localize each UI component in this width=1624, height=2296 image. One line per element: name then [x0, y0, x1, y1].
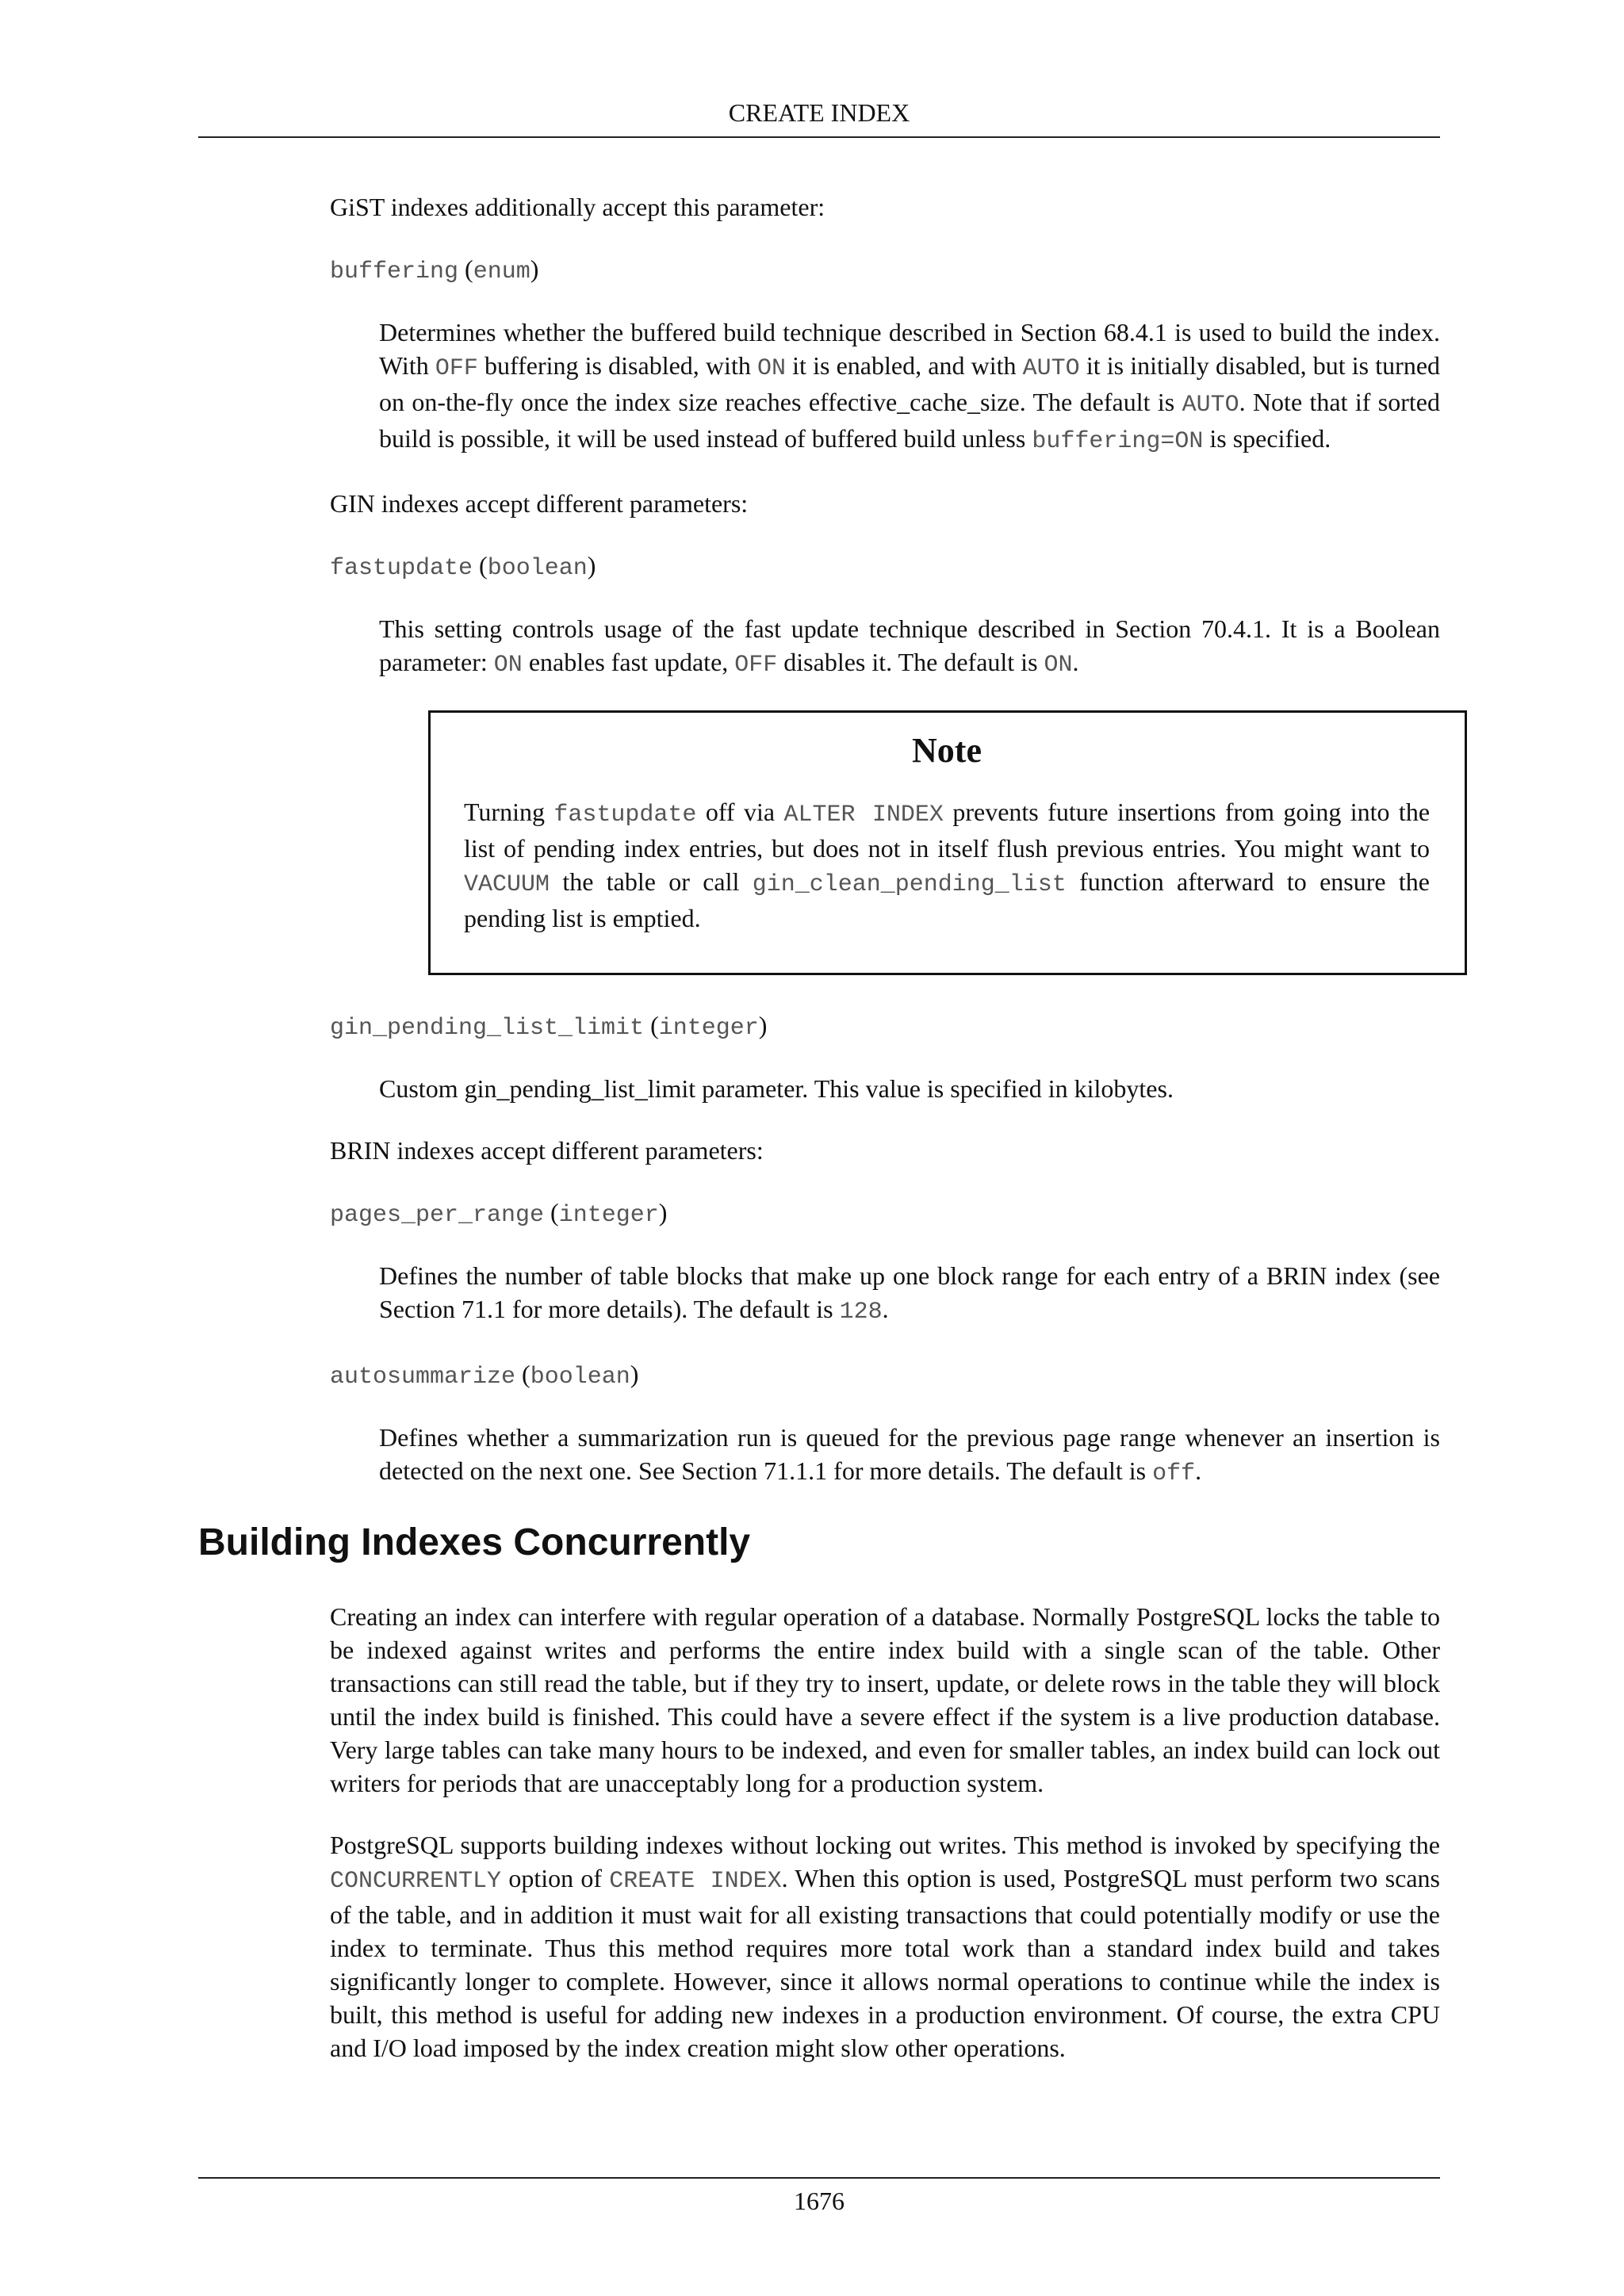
- param-type: integer: [558, 1202, 659, 1229]
- param-term-buffering: buffering (enum): [330, 254, 539, 285]
- param-desc-gin-pending-list-limit: Custom gin_pending_list_limit parameter. This value is specified in kilobytes.: [379, 1074, 1174, 1103]
- note-box: [428, 710, 1467, 975]
- page-number: 1676: [794, 2187, 845, 2215]
- param-term-pages-per-range: pages_per_range (integer): [330, 1198, 668, 1229]
- param-desc-autosummarize: Defines whether a summarization run is queued for the previous page range whenever an insertion is detected on the next one. See Section 71.1.1 for more details. The default is off.: [379, 1423, 1440, 1487]
- gin-intro: GIN indexes accept different parameters:: [330, 489, 749, 518]
- brin-intro: BRIN indexes accept different parameters:: [330, 1136, 764, 1165]
- param-desc-fastupdate: This setting controls usage of the fast update technique described in Section 70.4.1. It is a Boolean parameter: ON enables fast update, OFF disables it. The default is ON.: [379, 614, 1440, 679]
- footer-rule: [198, 2177, 1440, 2179]
- param-type: boolean: [530, 1364, 630, 1391]
- note-body: Turning fastupdate off via ALTER INDEX prevents future insertions from going into the list of pending index entries, but does not in itself flush previous entries. You might want to VACUUM the table or call gin_clean_pending_list function afterward to ensure the pending list is emptied.: [464, 798, 1431, 932]
- section-heading: Building Indexes Concurrently: [198, 1521, 751, 1563]
- param-name: fastupdate: [330, 555, 473, 582]
- page-header: CREATE INDEX: [728, 98, 910, 127]
- gist-intro: GiST indexes additionally accept this parameter:: [330, 193, 825, 221]
- param-term-fastupdate: fastupdate (boolean): [330, 551, 596, 582]
- param-name: pages_per_range: [330, 1202, 545, 1229]
- param-desc-buffering: Determines whether the buffered build technique described in Section 68.4.1 is used to build the index. With OFF buffering is disabled, with ON it is enabled, and with AUTO it is initially disabled, but is turned on on-the-fly once the index size reaches effective_cache_size. The default is AUTO. Note that if sorted build is possible, it will be used instead of buffered build unless buffering=ON is specified.: [379, 318, 1441, 455]
- param-type: integer: [658, 1015, 759, 1042]
- param-name: gin_pending_list_limit: [330, 1015, 645, 1042]
- param-name: buffering: [330, 258, 459, 285]
- page-content: [198, 190, 1441, 2093]
- param-term-autosummarize: autosummarize (boolean): [330, 1360, 639, 1391]
- param-name: autosummarize: [330, 1364, 516, 1391]
- header-rule: [198, 136, 1440, 138]
- param-term-gin-pending-list-limit: gin_pending_list_limit (integer): [330, 1011, 768, 1042]
- note-title: Note: [912, 731, 982, 770]
- concurrently-paragraph-1: Creating an index can interfere with regular operation of a database. Normally PostgreSQL locks the table to be indexed against writes and performs the entire index build with a single scan of the table. Other transactions can still read the table, but if they try to insert, update, or delete rows in the table they will block until the index build is finished. This could have a severe effect if the system is a live production database. Very large tables can take many hours to be indexed, and even for smaller tables, an index build can lock out writers for periods that are unacceptably long for a production system.: [330, 1602, 1440, 1797]
- param-type: enum: [473, 258, 530, 285]
- concurrently-paragraph-2: PostgreSQL supports building indexes without locking out writes. This method is invoked by specifying the CONCURRENTLY option of CREATE INDEX. When this option is used, PostgreSQL must perform two scans of the table, and in addition it must wait for all existing transactions that could potentially modify or use the index to terminate. Thus this method requires more total work than a standard index build and takes significantly longer to complete. However, since it allows normal operations to continue while the index is built, this method is useful for adding new indexes in a production environment. Of course, the extra CPU and I/O load imposed by the index creation might slow other operations.: [330, 1831, 1441, 2062]
- param-desc-pages-per-range: Defines the number of table blocks that make up one block range for each entry of a BRIN index (see Section 71.1 for more details). The default is 128.: [379, 1261, 1440, 1326]
- param-type: boolean: [487, 555, 588, 582]
